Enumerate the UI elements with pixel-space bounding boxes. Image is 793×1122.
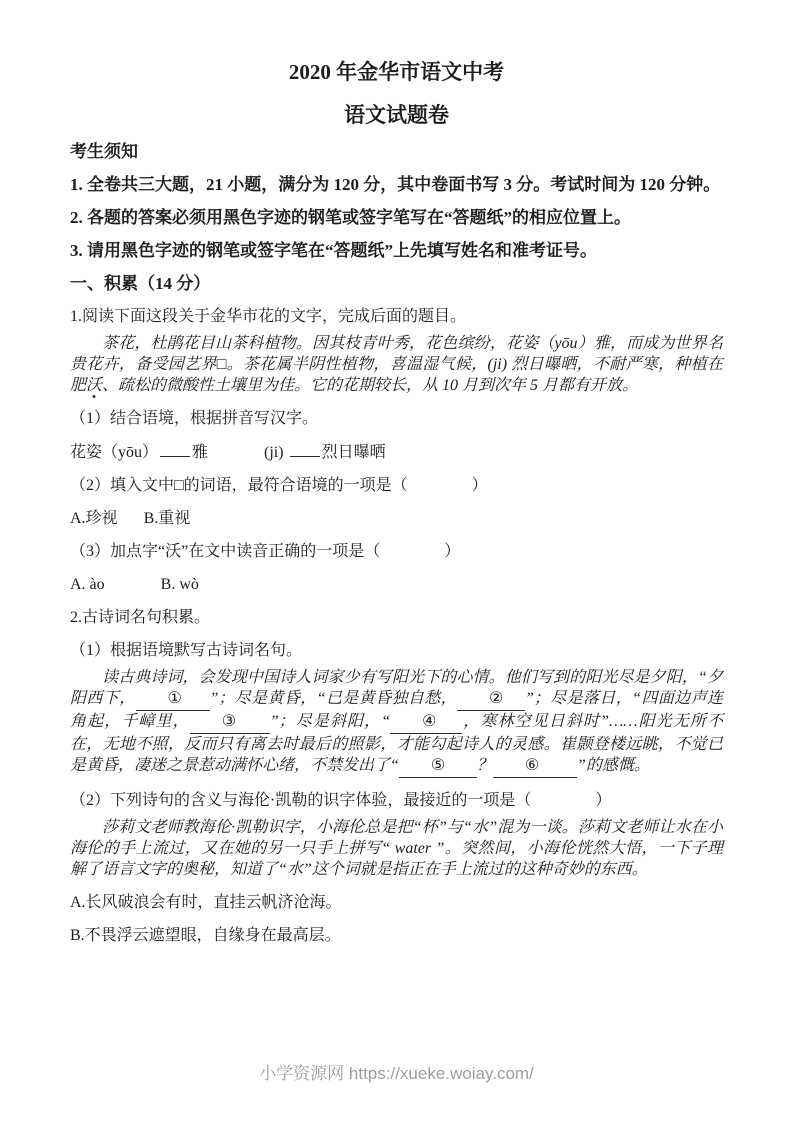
blank-number-4: ④ [422,713,437,730]
blank-number-6: ⑥ [524,757,540,774]
q2-sub2-option-b: B.不畏浮云遮望眼，自缘身在最高层。 [70,927,341,944]
q2-sub2-passage: 莎莉文老师教海伦·凯勒识字，小海伦总是把“杯”与“水”混为一谈。莎莉文老师让水在小海伦的手上流过，又在她的另一只手上拼写“ water ”。突然间，小海伦恍然大悟，一下子理解了语言文字的奥秘，知道了“水”这个词就是指正在手上流过的这种奇妙的东西。 [70,819,723,878]
q1-passage [70,333,723,396]
blank-number-5: ⑤ [430,757,446,774]
notice-item-3: 3. 请用黑色字迹的钢笔或签字笔在“答题纸”上先填写姓名和准考证号。 [70,241,597,260]
q2-sub1-label: （1）根据语境默写古诗词名句。 [70,642,303,659]
answer-blank-3 [190,711,270,734]
q1-sub2-option-b: B.重视 [143,510,191,527]
fill-prefix-1: 花姿（yōu） [70,444,159,461]
fill-suffix-1: 雅 [192,444,209,461]
q2-stem: 2.古诗词名句积累。 [70,609,211,626]
recite-text: ？ [476,757,493,774]
q1-sub3-label: （3）加点字“沃”在文中读音正确的一项是（ ） [70,543,461,560]
q1-sub3-options [70,574,723,595]
answer-blank-5 [399,755,477,778]
notice-item-1: 1. 全卷共三大题，21 小题，满分为 120 分，其中卷面书写 3 分。考试时间为 120 分钟。 [70,175,721,194]
q2-sub2-label: （2）下列诗句的含义与海伦·凯勒的识字体验，最接近的一项是（ ） [70,792,612,809]
section-heading-accumulation: 一、积累（14 分） [70,274,211,293]
q1-sub3-option-a: A. ào [70,576,105,593]
q1-sub2-option-a: A.珍视 [70,510,118,527]
q1-sub2-options [70,508,723,529]
recite-text: ”；尽是黄昏，“已是黄昏独自愁， [209,690,457,707]
recite-text: ”；尽是落日，“四面边声连角起，千嶂里， [70,690,723,730]
q1-sub2-label: （2）填入文中□的词语，最符合语境的一项是（ ） [70,477,488,494]
fill-blank-2 [290,441,320,457]
fill-suffix-2: 烈日曝晒 [321,444,386,461]
recite-text: 读古典诗词，会发现中国诗人词家少有写阳光下的心情。他们写到的阳光尽是夕阳，“夕阳西下， [70,669,723,707]
recite-text: ，寒林空见日斜时”……阳光无所不在，无地不照，反而只有离去时最后的照影，才能勾起诗人的灵感。崔颢登楼远眺，不觉已是黄昏，凄迷之景惹动满怀心绪，不禁发出了“ [70,713,723,774]
answer-blank-6 [493,755,577,778]
notice-heading: 考生须知 [70,142,138,161]
q1-passage-text-1: 茶花，杜鹃花目山茶科植物。因其枝青叶秀，花色缤纷，花姿（yōu）雅，而成为世界名贵花卉，备受园艺界□。茶花属半阴性植物，喜温湿气候，(ji) 烈日曝晒，不耐严寒，种植在肥 [70,335,723,394]
fill-prefix-2: (ji) [264,444,284,461]
q1-passage-dotted-char: 沃 [86,377,103,394]
doc-subtitle: 语文试题卷 [344,103,449,127]
answer-blank-2 [457,688,525,711]
q1-passage-text-2: 、疏松的微酸性土壤里为佳。它的花期较长，从 10 月到次年 5 月都有开放。 [102,377,639,394]
answer-blank-4 [390,711,462,734]
doc-title: 2020 年金华市语文中考 [288,60,505,84]
q1-sub1-label: （1）结合语境，根据拼音写汉字。 [70,410,319,427]
footer-watermark: 小学资源网 https://xueke.woiay.com/ [259,1064,534,1083]
blank-number-1: ① [167,690,182,707]
blank-number-3: ③ [221,713,237,730]
q2-sub2-option-a: A.长风破浪会有时，直挂云帆济沧海。 [70,894,342,911]
recite-paragraph [70,667,723,778]
q1-sub3-option-b: B. wò [160,576,199,593]
answer-blank-1 [136,688,210,711]
recite-text: ”的感慨。 [576,757,650,774]
blank-number-2: ② [489,690,504,707]
notice-item-2: 2. 各题的答案必须用黑色字迹的钢笔或签字笔写在“答题纸”的相应位置上。 [70,208,631,227]
q1-sub1-fill-line [70,441,723,463]
recite-text: ”；尽是斜阳，“ [269,713,391,730]
fill-blank-1 [160,441,190,457]
q1-stem: 1.阅读下面这段关于金华市花的文字，完成后面的题目。 [70,308,467,325]
